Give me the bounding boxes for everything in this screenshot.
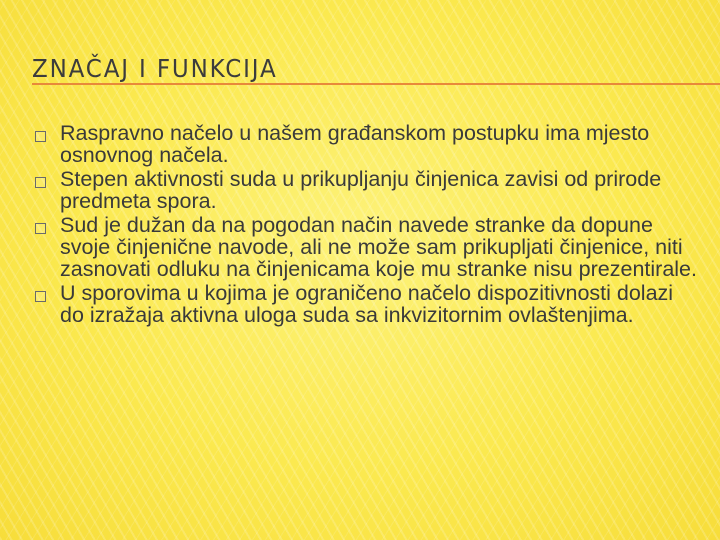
square-bullet-icon — [35, 131, 46, 142]
bullet-item — [32, 168, 700, 212]
bullet-text: U sporovima u kojima je ograničeno načelo dispozitivnosti dolazi do izražaja aktivna uloga suda sa inkvizitornim ovlaštenjima. — [60, 281, 674, 327]
bullet-text: Stepen aktivnosti suda u prikupljanju činjenica zavisi od prirode predmeta spora. — [60, 167, 662, 213]
bullet-item — [32, 122, 700, 166]
bullet-item — [32, 282, 700, 326]
slide-title: ZNAČAJ I FUNKCIJA — [32, 54, 278, 83]
bullet-text: Sud je dužan da na pogodan način navede stranke da dopune svoje činjenične navode, ali ne može sam prikupljati činjenice, niti zasnovati odluku na činjenicama koje mu stranke nisu prezentirale. — [60, 213, 697, 281]
title-underline — [32, 83, 720, 85]
bullet-list — [32, 122, 700, 328]
square-bullet-icon — [35, 291, 46, 302]
square-bullet-icon — [35, 223, 46, 234]
bullet-item — [32, 214, 700, 280]
bullet-text: Raspravno načelo u našem građanskom postupku ima mjesto osnovnog načela. — [60, 121, 650, 167]
square-bullet-icon — [35, 177, 46, 188]
